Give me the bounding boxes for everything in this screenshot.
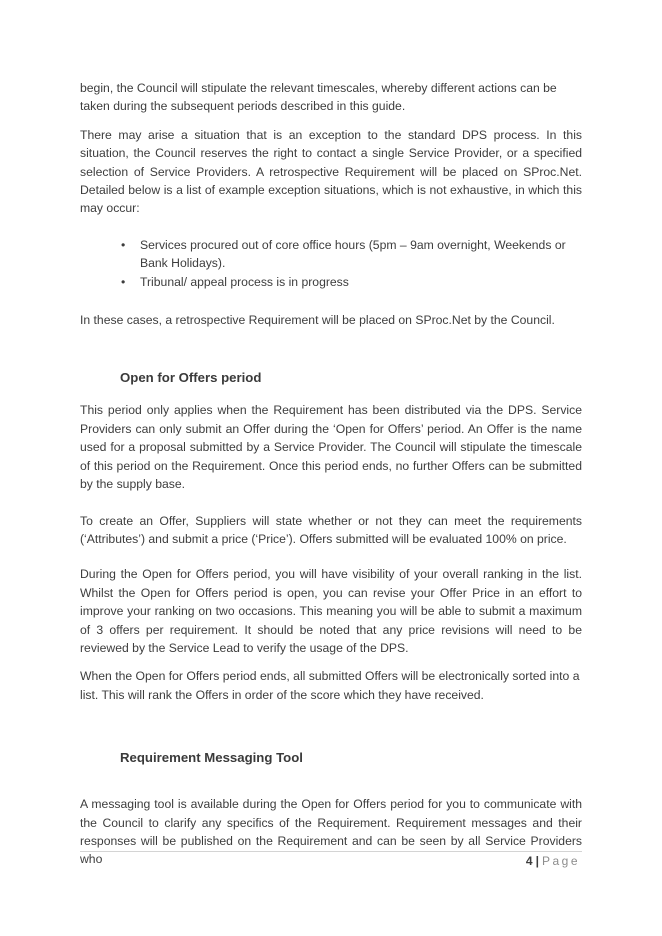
page-number: 4: [525, 854, 533, 868]
offers-end-paragraph: When the Open for Offers period ends, all submitted Offers will be electronically sorted into a list. This will rank the Offers in order of the score which they have received.: [80, 669, 580, 702]
bullet-icon: •: [121, 237, 126, 252]
messaging-tool-paragraph: A messaging tool is available during the Open for Offers period for you to communicate with the Council to clarify any specifics of the Requirement. Requirement messages and their responses will be published on the Requirement and can be seen by all Service Providers who: [80, 797, 582, 867]
bullet-icon: •: [121, 274, 126, 289]
section-heading-messaging-tool: Requirement Messaging Tool: [120, 750, 303, 766]
ranking-paragraph: During the Open for Offers period, you will have visibility of your overall ranking in the list. Whilst the Open for Offers period is open, you can revise your Offer Price in an effort to improve your ranking on two occasions. This meaning you will be able to submit a maximum of 3 offers per requirement. It should be noted that any price revisions will need to be reviewed by the Service Lead to verify the usage of the DPS.: [80, 567, 582, 655]
footer-separator: |: [535, 854, 539, 868]
list-item: [80, 236, 582, 273]
section-heading-open-for-offers: Open for Offers period: [120, 370, 262, 386]
page-footer: [526, 853, 580, 869]
list-item-text: Tribunal/ appeal process is in progress: [140, 274, 349, 289]
list-item: [80, 273, 582, 291]
offers-period-paragraph: This period only applies when the Requirement has been distributed via the DPS. Service Providers can only submit an Offer during the ‘Open for Offers’ period. An Offer is the name used for a proposal submitted by a Service Provider. The Council will stipulate the timescale of this period on the Requirement. Once this period ends, no further Offers can be submitted by the supply base.: [80, 403, 582, 492]
create-offer-paragraph: To create an Offer, Suppliers will state whether or not they can meet the requirements (‘Attributes’) and submit a price (‘Price’). Offers submitted will be evaluated 100% on price.: [80, 513, 582, 546]
page-label: Page: [541, 854, 580, 868]
intro-paragraph: begin, the Council will stipulate the relevant timescales, whereby different actions can be taken during the subsequent periods described in this guide.: [80, 81, 557, 114]
page-body: [80, 79, 582, 869]
footer-divider: [80, 851, 582, 852]
exception-paragraph: There may arise a situation that is an exception to the standard DPS process. In this situation, the Council reserves the right to contact a single Service Provider, or a specified selection of Service Providers. A retrospective Requirement will be placed on SProc.Net. Detailed below is a list of example exception situations, which is not exhaustive, in which this may occur:: [80, 127, 582, 216]
exception-list: [80, 236, 582, 291]
retrospective-paragraph: In these cases, a retrospective Requirement will be placed on SProc.Net by the Council.: [80, 313, 555, 328]
list-item-text: Services procured out of core office hours (5pm – 9am overnight, Weekends or Bank Holidays).: [140, 237, 566, 271]
